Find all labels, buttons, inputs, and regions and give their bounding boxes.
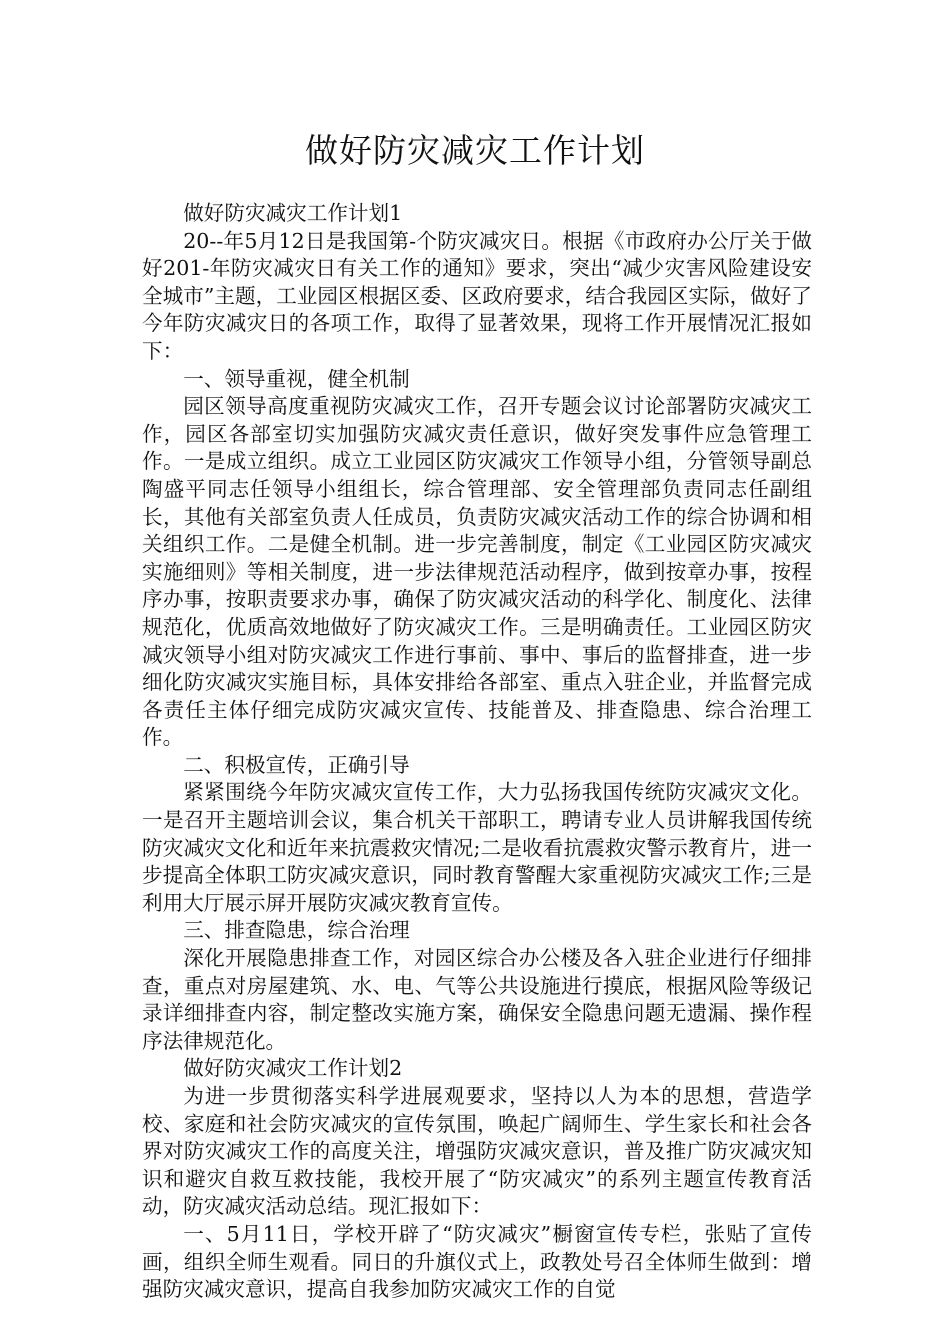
document-body <box>142 200 812 1304</box>
body-paragraph: 为进一步贯彻落实科学进展观要求，坚持以人为本的思想，营造学校、家庭和社会防灾减灾的宣传氛围，唤起广阔师生、学生家长和社会各界对防灾减灾工作的高度关注，增强防灾减灾意识，普及推广防灾减灾知识和避灾自救互救技能，我校开展了“防灾减灾”的系列主题宣传教育活动，防灾减灾活动总结。现汇报如下： <box>142 1084 812 1219</box>
body-paragraph: 20--年5月12日是我国第-个防灾减灾日。根据《市政府办公厅关于做好201-年防灾减灾日有关工作的通知》要求，突出“减少灾害风险建设安全城市”主题，工业园区根据区委、区政府要求，结合我园区实际，做好了今年防灾减灾日的各项工作，取得了显著效果，现将工作开展情况汇报如下： <box>142 228 812 363</box>
body-paragraph: 深化开展隐患排查工作，对园区综合办公楼及各入驻企业进行仔细排查，重点对房屋建筑、水、电、气等公共设施进行摸底，根据风险等级记录详细排查内容，制定整改实施方案，确保安全隐患问题无遗漏、操作程序法律规范化。 <box>142 946 812 1053</box>
section-heading: 一、领导重视，健全机制 <box>183 366 410 391</box>
body-paragraph: 园区领导高度重视防灾减灾工作，召开专题会议讨论部署防灾减灾工作，园区各部室切实加强防灾减灾责任意识，做好突发事件应急管理工作。一是成立组织。成立工业园区防灾减灾工作领导小组，分管领导副总陶盛平同志任领导小组组长，综合管理部、安全管理部负责同志任副组长，其他有关部室负责人任成员，负责防灾减灾活动工作的综合协调和相关组织工作。二是健全机制。进一步完善制度，制定《工业园区防灾减灾实施细则》等相关制度，进一步法律规范活动程序，做到按章办事，按程序办事，按职责要求办事，确保了防灾减灾活动的科学化、制度化、法律规范化，优质高效地做好了防灾减灾工作。三是明确责任。工业园区防灾减灾领导小组对防灾减灾工作进行事前、事中、事后的监督排查，进一步细化防灾减灾实施目标，具体安排给各部室、重点入驻企业，并监督完成各责任主体仔细完成防灾减灾宣传、技能普及、排查隐患、综合治理工作。 <box>142 394 812 750</box>
section-heading-plan-1: 做好防灾减灾工作计划1 <box>183 201 403 225</box>
section-heading: 二、积极宣传，正确引导 <box>183 752 410 777</box>
body-paragraph: 紧紧围绕今年防灾减灾宣传工作，大力弘扬我国传统防灾减灾文化。一是召开主题培训会议，集合机关干部职工，聘请专业人员讲解我国传统防灾减灾文化和近年来抗震救灾情况;二是收看抗震救灾警示教育片，进一步提高全体职工防灾减灾意识，同时教育警醒大家重视防灾减灾工作;三是利用大厅展示屏开展防灾减灾教育宣传。 <box>142 780 812 915</box>
section-heading: 三、排查隐患，综合治理 <box>183 918 410 943</box>
body-paragraph: 一、5月11日，学校开辟了“防灾减灾”橱窗宣传专栏，张贴了宣传画，组织全师生观看。同日的升旗仪式上，政教处号召全体师生做到：增强防灾减灾意识，提高自我参加防灾减灾工作的自觉 <box>142 1221 812 1302</box>
section-heading-plan-2: 做好防灾减灾工作计划2 <box>183 1056 403 1081</box>
document-title: 做好防灾减灾工作计划 <box>305 131 645 170</box>
